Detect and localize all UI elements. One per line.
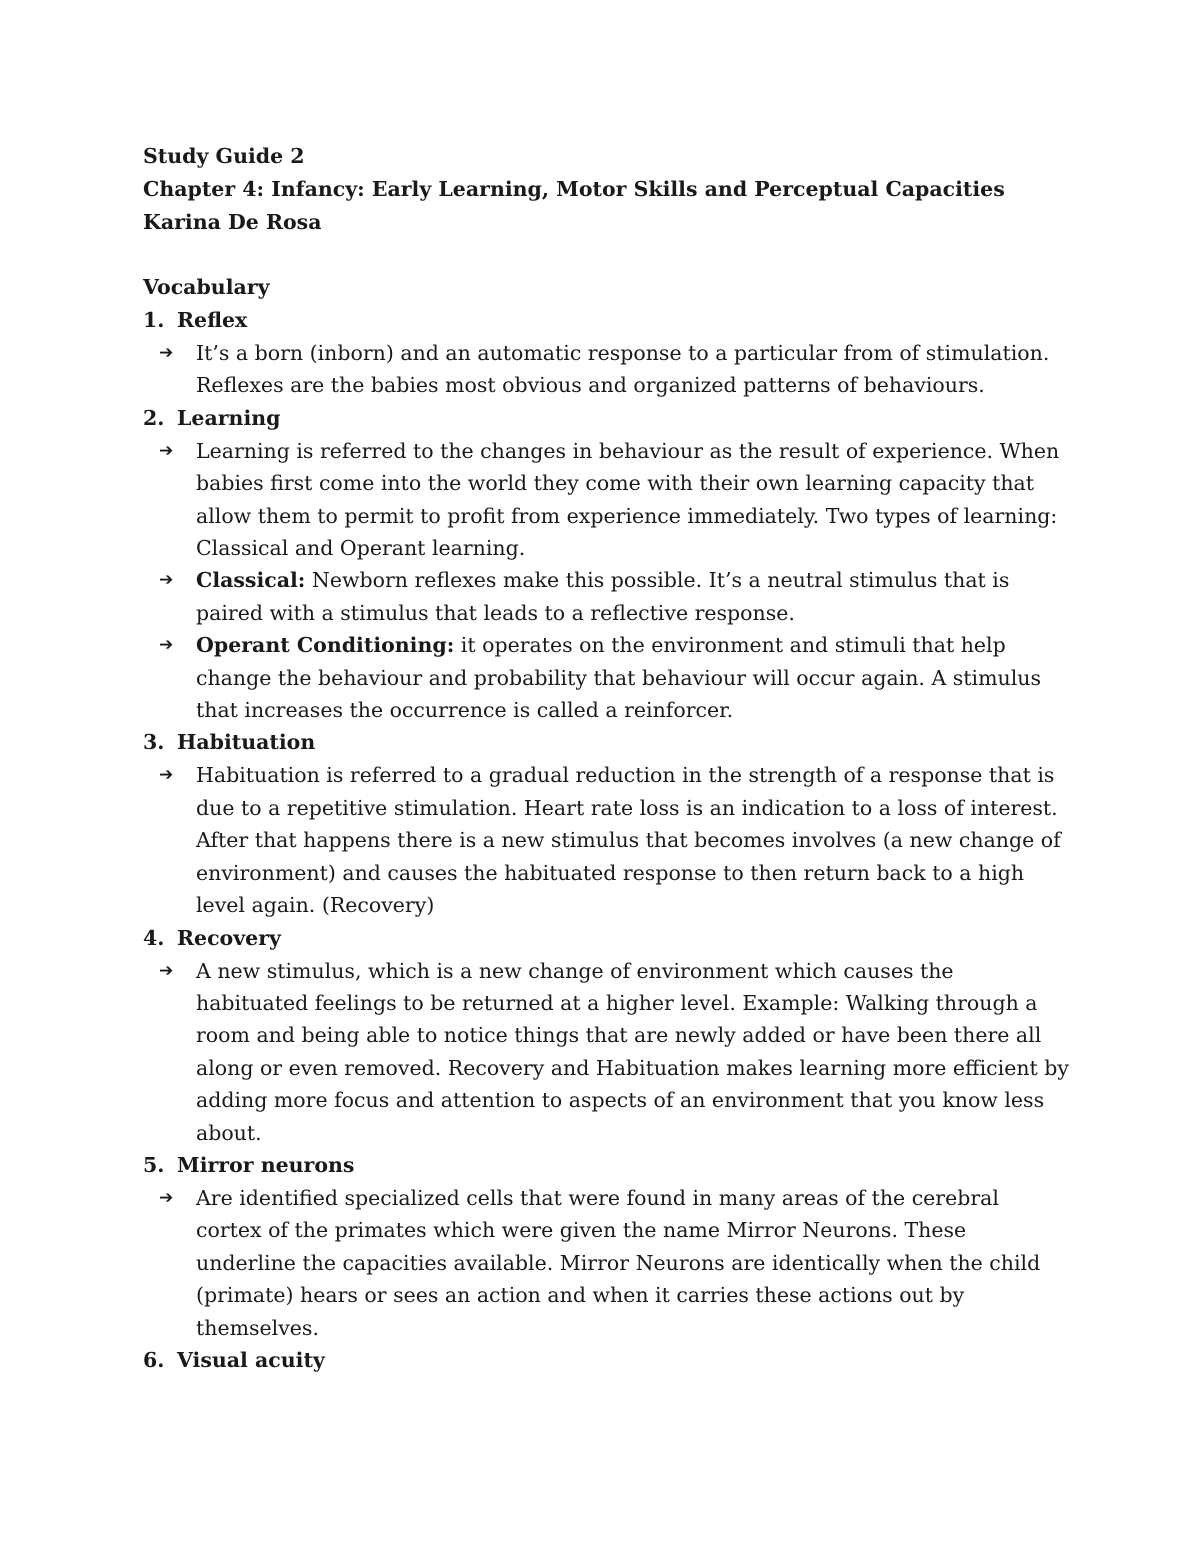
vocab-term-row [143,304,1070,337]
definition-bullet [143,955,1070,1149]
vocab-item [143,402,1070,727]
right-arrow-icon: ➔ [159,765,174,786]
right-arrow-icon: ➔ [159,343,174,363]
vocabulary-list [143,304,1070,1377]
vocab-item [143,1344,1070,1377]
definition-body: It’s a born (inborn) and an automatic response to a particular from of stimulation. Reflexes are the babies most obvious and organized patterns of behaviours. [196,341,1050,398]
right-arrow-icon: ➔ [159,570,174,591]
definition-text [196,955,1070,1149]
vocab-term: Mirror neurons [177,1152,355,1177]
vocab-term-row [143,1149,1070,1182]
definition-bullet [143,564,1070,629]
vocab-item [143,922,1070,1149]
definition-bullet [143,435,1070,565]
chapter-title: Chapter 4: Infancy: Early Learning, Motor Skills and Perceptual Capacities [143,177,1005,201]
vocab-item [143,726,1070,921]
definition-text [196,337,1070,402]
vocab-term-number: 3. [143,730,165,755]
vocab-term-row [143,922,1070,955]
right-arrow-icon: ➔ [159,960,174,981]
definition-text [196,759,1070,921]
right-arrow-icon: ➔ [159,440,174,461]
vocab-term: Reflex [177,308,248,332]
vocab-term-number: 1. [143,308,165,332]
vocab-term-number: 6. [143,1347,165,1372]
document-title: Study Guide 2 [143,144,305,168]
definition-body: Are identified specialized cells that were found in many areas of the cerebral cortex of the primates which were given the name Mirror Neurons. These underline the capacities available. Mirror Neurons are identically when the child (primate) hears or sees an action and when it carries these actions out by themselves. [196,1185,1041,1340]
vocab-term-row [143,402,1070,435]
definition-body: A new stimulus, which is a new change of environment which causes the habituated feelings to be returned at a higher level. Example: Walking through a room and being able to notice things that are newly added or have been there all along or even removed. Recovery and Habituation makes learning more efficient by adding more focus and attention to aspects of an environment that you know less about. [196,958,1070,1145]
definition-bullet [143,1182,1070,1344]
definition-lead: Classical: [196,568,306,593]
vocab-term: Learning [177,405,281,430]
right-arrow-icon: ➔ [159,1187,174,1208]
right-arrow-icon: ➔ [159,635,174,656]
vocab-term-row [143,726,1070,759]
vocab-term: Visual acuity [177,1347,325,1372]
vocab-term: Recovery [177,925,281,950]
definition-body: Learning is referred to the changes in behaviour as the result of experience. When babies first come into the world they come with their own learning capacity that allow them to permit to profit from experience immediately. Two types of learning: Classical and Operant learning. [196,438,1060,561]
definition-text [196,629,1070,726]
vocabulary-heading: Vocabulary [143,275,270,299]
definition-body: it operates on the environment and stimuli that help change the behaviour and probability that behaviour will occur again. A stimulus that increases the occurrence is called a reinforcer. [196,633,1042,723]
definition-bullet [143,337,1070,402]
definition-lead: Operant Conditioning: [196,633,455,658]
vocab-term-number: 2. [143,405,165,430]
vocab-term-number: 4. [143,925,165,950]
vocab-term: Habituation [177,730,316,755]
definition-text [196,1182,1070,1344]
vocab-item [143,1149,1070,1344]
definition-bullet [143,629,1070,726]
definition-text [196,564,1070,629]
author-name: Karina De Rosa [143,210,322,234]
vocab-term-number: 5. [143,1152,165,1177]
vocab-term-row [143,1344,1070,1377]
vocab-item [143,304,1070,402]
definition-bullet [143,759,1070,921]
definition-body: Habituation is referred to a gradual reduction in the strength of a response that is due to a repetitive stimulation. Heart rate loss is an indication to a loss of interest. After that happens there is a new stimulus that becomes involves (a new change of environment) and causes the habituated response to then return back to a high level again. (Recovery) [196,763,1061,918]
definition-body: Newborn reflexes make this possible. It’s a neutral stimulus that is paired with a stimulus that leads to a reflective response. [196,568,1010,625]
definition-text [196,435,1070,565]
spacer [143,239,1070,271]
